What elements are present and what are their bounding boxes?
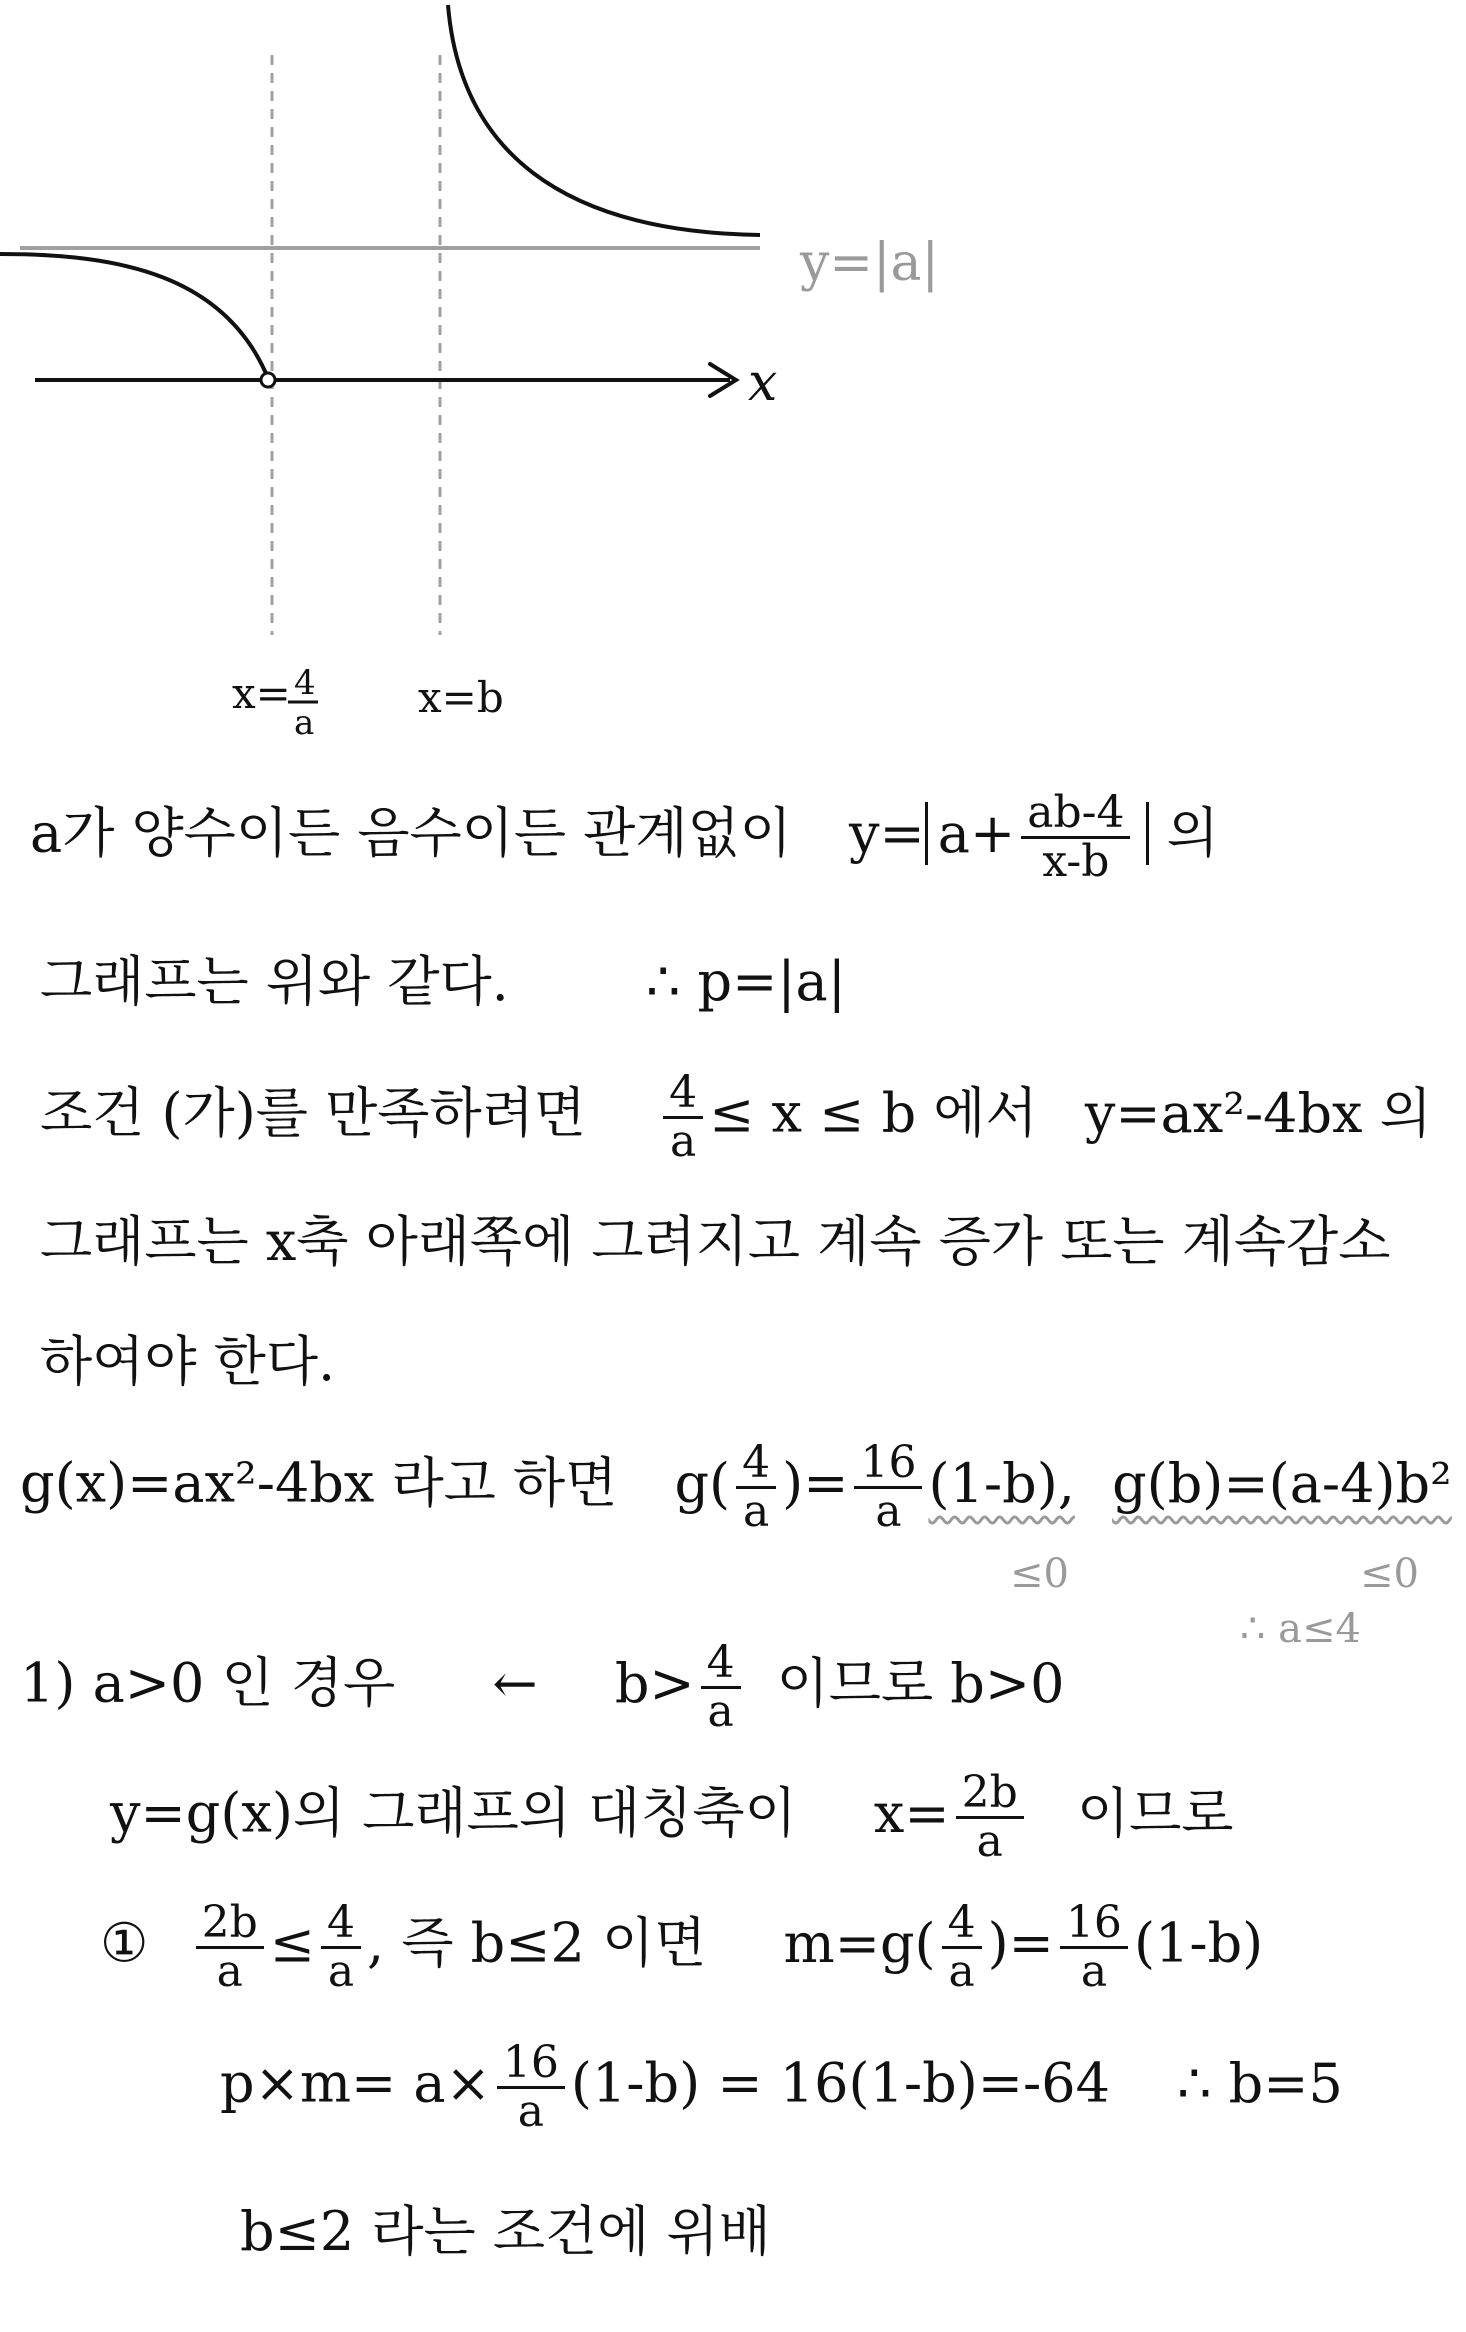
line-7-reason-post: 이므로 b>0 xyxy=(776,1651,1065,1715)
line-9-m: m=g( xyxy=(783,1911,936,1975)
frac-num: 16 xyxy=(854,1440,922,1489)
x-axis-label: x xyxy=(748,353,778,413)
line-7 xyxy=(20,1637,1065,1738)
line-11-text: b≤2 라는 조건에 위배 xyxy=(240,2200,771,2263)
fraction-4-a-reason xyxy=(701,1637,741,1738)
frac-den: a xyxy=(327,1946,355,1998)
fraction-4-a-g1 xyxy=(736,1437,776,1538)
arrow-left-icon: ← xyxy=(492,1651,538,1715)
line-6-def: g(x)=ax²-4bx 라고 하면 xyxy=(20,1451,618,1515)
line-3-formula: y=ax²-4bx 의 xyxy=(1084,1081,1432,1145)
vline-left-label-prefix: x= xyxy=(232,669,291,718)
fraction-ab4-xb xyxy=(1021,787,1130,888)
fraction-16-a xyxy=(854,1437,922,1538)
line-10-mid: (1-b) = 16(1-b)=-64 xyxy=(570,2051,1110,2115)
line-1 xyxy=(30,787,1219,888)
frac-num: 16 xyxy=(497,2040,565,2089)
line-3-mid: ≤ x ≤ b 에서 xyxy=(709,1081,1038,1145)
line-6-g1-mid: )= xyxy=(782,1451,849,1515)
line-5-text: 하여야 한다. xyxy=(40,1330,336,1393)
line-1-suffix: 의 xyxy=(1166,801,1219,865)
line-11 xyxy=(240,2200,771,2265)
line-5 xyxy=(40,1330,335,1395)
line-9-text: , 즉 b≤2 이면 xyxy=(367,1911,707,1975)
frac-den: a xyxy=(948,1946,975,1998)
frac-num: 16 xyxy=(1060,1900,1128,1949)
note-le0-1: ≤0 xyxy=(1010,1551,1069,1597)
vline-right-label: x=b xyxy=(418,673,504,722)
line-6-g2: g(b)=(a-4)b² xyxy=(1112,1451,1452,1515)
line-6-g1-pre: g( xyxy=(674,1451,731,1515)
line-1-text: a가 양수이든 음수이든 관계없이 xyxy=(30,801,792,865)
frac-den: a xyxy=(216,1946,243,1998)
line-8-x: x= xyxy=(873,1781,950,1845)
line-4-text: 그래프는 x축 아래쪽에 그려지고 계속 증가 또는 계속감소 xyxy=(40,1210,1391,1273)
fraction-4-a xyxy=(663,1067,703,1168)
frac-num: ab-4 xyxy=(1021,790,1130,839)
fraction-4-a-3 xyxy=(942,1897,982,1998)
right-curve xyxy=(448,5,760,235)
line-9-vtail: (1-b) xyxy=(1133,1911,1264,1975)
vline-left-label-num: 4 xyxy=(294,663,316,703)
line-9-meq: )= xyxy=(987,1911,1054,1975)
line-7-case: 1) a>0 인 경우 xyxy=(20,1651,396,1715)
frac-den: a xyxy=(670,1116,697,1168)
graph-figure xyxy=(0,0,1466,740)
line-1-a: a+ xyxy=(937,801,1016,865)
frac-den: a xyxy=(976,1816,1003,1868)
line-1-y: y= xyxy=(849,801,925,865)
le-sign: ≤ xyxy=(269,1911,316,1975)
fraction-16-a-3 xyxy=(497,2037,565,2138)
line-10 xyxy=(220,2037,1343,2138)
asymptote-label: y=|a| xyxy=(800,233,939,293)
frac-num: 2b xyxy=(196,1900,264,1949)
line-2 xyxy=(40,950,846,1015)
left-curve xyxy=(0,254,268,378)
vline-left-label-den: a xyxy=(294,703,315,740)
frac-den: x-b xyxy=(1042,836,1110,888)
fraction-16-a-2 xyxy=(1060,1897,1128,1998)
line-4 xyxy=(40,1210,1390,1275)
line-2-therefore: ∴ p=|a| xyxy=(645,950,846,1013)
note-a-le4: ∴ a≤4 xyxy=(1240,1606,1361,1652)
frac-den: a xyxy=(707,1686,734,1738)
frac-num: 4 xyxy=(701,1640,741,1689)
note-le0-2: ≤0 xyxy=(1360,1551,1419,1597)
frac-den: a xyxy=(1080,1946,1108,1998)
fraction-2b-a-2 xyxy=(196,1897,264,1998)
frac-num: 4 xyxy=(321,1900,361,1949)
frac-den: a xyxy=(875,1486,902,1538)
frac-den: a xyxy=(517,2086,544,2138)
circled-one: ① xyxy=(100,1911,149,1975)
line-7-reason-pre: b> xyxy=(614,1651,695,1715)
line-10-pre: p×m= a× xyxy=(220,2051,491,2115)
line-10-result: ∴ b=5 xyxy=(1177,2051,1343,2115)
g1-tail: (1-b), xyxy=(928,1451,1075,1515)
line-6 xyxy=(20,1437,1452,1538)
open-point xyxy=(261,373,275,387)
fraction-2b-a xyxy=(956,1767,1024,1868)
frac-den: a xyxy=(743,1486,770,1538)
line-2-text: 그래프는 위와 같다. xyxy=(40,950,509,1013)
g1-value xyxy=(848,1437,1075,1538)
line-3 xyxy=(40,1067,1432,1168)
frac-num: 4 xyxy=(663,1070,703,1119)
frac-num: 2b xyxy=(956,1770,1024,1819)
abs-expression xyxy=(925,787,1150,888)
frac-num: 4 xyxy=(736,1440,776,1489)
fraction-4-a-2 xyxy=(321,1897,361,1998)
line-8 xyxy=(110,1767,1234,1868)
line-8-post: 이므로 xyxy=(1076,1781,1234,1845)
frac-num: 4 xyxy=(942,1900,982,1949)
line-9 xyxy=(100,1897,1264,1998)
line-3-text: 조건 (가)를 만족하려면 xyxy=(40,1081,586,1145)
line-8-text: y=g(x)의 그래프의 대칭축이 xyxy=(110,1781,797,1845)
